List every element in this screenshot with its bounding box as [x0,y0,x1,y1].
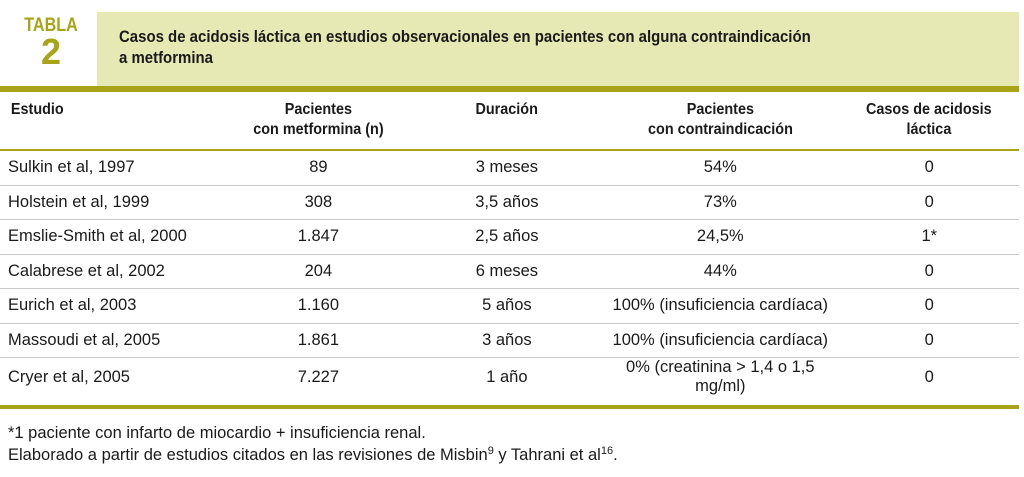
reference-tahrani: 16 [600,445,614,457]
table-title [119,26,893,68]
table-header [0,0,1024,86]
table-title-line1: Casos de acidosis láctica en estudios observacionales en pacientes con alguna contraindicación [119,27,811,46]
cell-study: Emslie-Smith et al, 2000 [0,220,224,255]
cell-study: Massoudi et al, 2005 [0,323,224,358]
table-row [0,289,1019,324]
cell-duration: 1 año [486,367,528,386]
table-title-box [97,12,1019,86]
cell-duration: 6 meses [413,254,601,289]
table-row [0,358,1019,397]
cell-study: Sulkin et al, 1997 [0,150,224,185]
column-header-contraindication-line1: Pacientes [686,101,754,118]
table-row [0,150,1019,185]
cell-duration: 3 años [413,323,601,358]
table-row [0,185,1019,220]
footnote-source-text-b: y Tahrani et al [493,446,601,464]
column-header-contraindication-line2: con contraindicación [647,121,793,138]
column-header-study [0,92,224,150]
header-row [0,92,1019,150]
footnotes [8,422,1008,466]
cell-cases: 0 [840,323,1019,358]
cell-contraindication: 44% [601,254,839,289]
cell-patients: 1.847 [224,220,413,255]
footnote-source-text-c: . [613,446,618,464]
column-header-study-line1: Estudio [10,101,64,118]
cell-cases: 1* [840,220,1019,255]
cell-cases: 0 [924,367,934,386]
table-number-badge [8,8,94,86]
tabla-label: TABLA [24,15,78,36]
data-table [0,92,1019,396]
cell-cases: 0 [840,185,1019,220]
cell-study: Calabrese et al, 2002 [0,254,224,289]
footnote-source-text-a: Elaborado a partir de estudios citados en las revisiones de Misbin [8,446,488,464]
cell-contraindication: 0% (creatinina > 1,4 o 1,5 mg/ml) [626,358,815,395]
table-row [0,254,1019,289]
cell-patients: 308 [224,185,413,220]
cell-patients: 1.861 [224,323,413,358]
column-header-cases-line1: Casos de acidosis [866,101,993,118]
cell-contraindication: 100% (insuficiencia cardíaca) [601,289,839,324]
column-header-duration-line1: Duración [475,101,539,118]
tabla-number: 2 [40,31,62,72]
cell-contraindication: 54% [601,150,839,185]
cell-patients: 1.160 [224,289,413,324]
cell-study: Eurich et al, 2003 [0,289,224,324]
cell-contraindication: 73% [601,185,839,220]
column-header-contraindication [601,92,839,150]
cell-cases: 0 [840,150,1019,185]
column-header-duration [413,92,601,150]
column-header-cases-line2: láctica [906,121,952,138]
cell-cases: 0 [840,254,1019,289]
table-row [0,220,1019,255]
cell-patients: 7.227 [297,367,340,386]
table-row [0,323,1019,358]
reference-misbin: 9 [487,445,494,457]
cell-contraindication: 24,5% [601,220,839,255]
cell-duration: 5 años [413,289,601,324]
cell-duration: 2,5 años [413,220,601,255]
table-title-line2: a metformina [119,48,213,67]
cell-patients: 89 [224,150,413,185]
column-header-cases [840,92,1019,150]
cell-study: Holstein et al, 1999 [0,185,224,220]
column-header-patients-line1: Pacientes [284,101,352,118]
cell-cases: 0 [840,289,1019,324]
cell-duration: 3 meses [413,150,601,185]
footnote-source [8,444,1008,466]
bottom-rule [0,405,1019,409]
cell-duration: 3,5 años [413,185,601,220]
column-header-patients [224,92,413,150]
cell-patients: 204 [224,254,413,289]
cell-contraindication: 100% (insuficiencia cardíaca) [601,323,839,358]
column-header-patients-line2: con metformina (n) [253,121,384,138]
footnote-asterisk: *1 paciente con infarto de miocardio + insuficiencia renal. [8,424,426,442]
cell-study: Cryer et al, 2005 [8,367,130,386]
